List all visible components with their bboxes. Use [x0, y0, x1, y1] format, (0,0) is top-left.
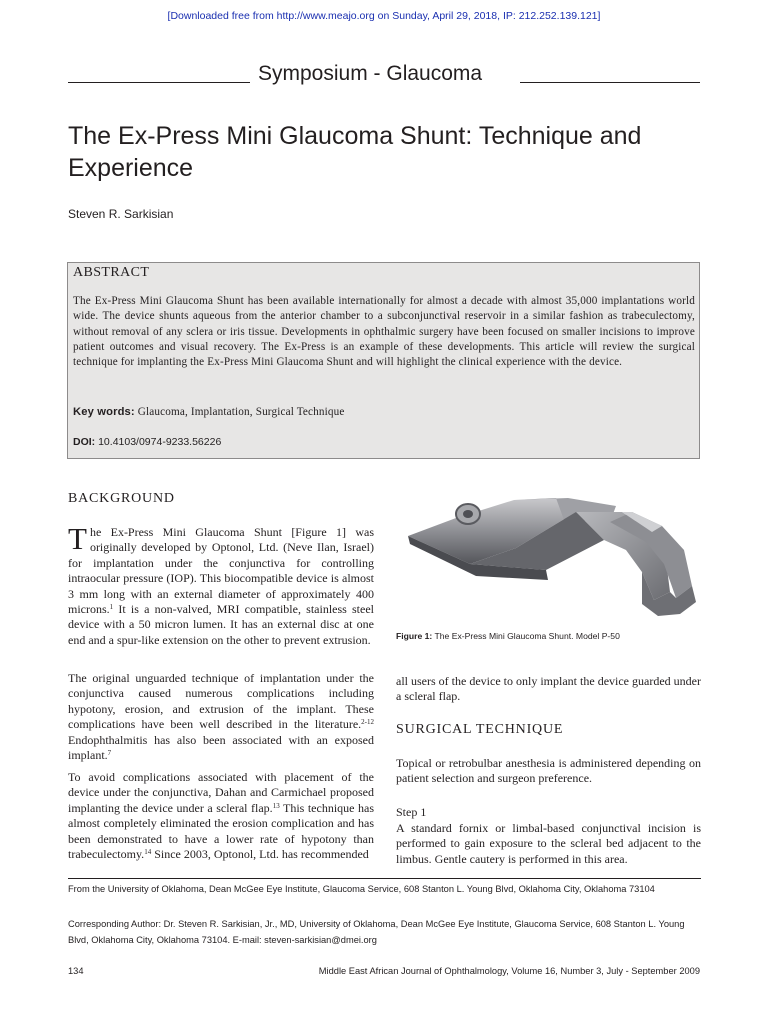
figure-1-image [396, 492, 701, 627]
background-heading: BACKGROUND [68, 491, 175, 506]
header-rule-left [68, 82, 250, 83]
figure-label: Figure 1: [396, 631, 433, 641]
figure-caption-text: The Ex-Press Mini Glaucoma Shunt. Model P-50 [434, 631, 620, 641]
citation: 1 [109, 603, 114, 612]
author-name: Steven R. Sarkisian [68, 207, 174, 221]
doi-label: DOI: [73, 436, 96, 448]
article-title: The Ex-Press Mini Glaucoma Shunt: Technique and Experience [68, 122, 642, 182]
abstract-heading: ABSTRACT [73, 265, 150, 280]
doi-value: 10.4103/0974-9233.56226 [98, 436, 222, 448]
p3-text-c: Since 2003, Optonol, Ltd. has recommended [151, 847, 369, 862]
drop-cap: T [68, 521, 87, 556]
header-rule-right [520, 82, 700, 83]
abstract-text: The Ex-Press Mini Glaucoma Shunt has been available internationally for almost a decade with almost 35,000 implantations world wide. The device shunts aqueous from the anterior chamber to a subconjunctival reservoir in a similar fashion as trabeculectomy, without removal of any sclera or iris tissue. Developments in ophthalmic surgery have been focused on smaller incisions to improve patient outcomes and visual recovery. The Ex-Press is an example of these developments. This article will review the surgical technique for implanting the Ex-Press Mini Glaucoma Shunt and will highlight the clinical experience with the device. [73, 295, 695, 369]
step-1-label: Step 1 [396, 805, 427, 819]
p1-text-a: he Ex-Press Mini Glaucoma Shunt [Figure 1] was originally developed by Optonol, Ltd. (Neve Ilan, Israel) for implantation under the conjunctiva for controlling intraocular pressure (IOP). This biocompatible device is almost 3 mm long with an external diameter of approximately 400 microns. [68, 525, 374, 617]
keywords [73, 406, 345, 418]
citation: 14 [144, 848, 152, 857]
keywords-value: Glaucoma, Implantation, Surgical Technique [137, 406, 345, 418]
p1-text-b: It is a non-valved, MRI compatible, stainless steel device with a 50 micron lumen. It has an external disc at one end and a spur-like extension on the other to prevent extrusion. [68, 602, 374, 647]
background-paragraph-2 [68, 671, 374, 763]
surgical-technique-heading: SURGICAL TECHNIQUE [396, 722, 564, 737]
figure-caption [396, 631, 620, 641]
surgical-paragraph-1: Topical or retrobulbar anesthesia is administered depending on patient selection and surgeon preference. [396, 756, 701, 786]
p3-text-b: This technique has almost completely eliminated the erosion complication and has been demonstrated to have a lower rate of hypotony than trabeculectomy. [68, 800, 374, 862]
footer-rule [68, 878, 701, 879]
citation: 13 [272, 801, 280, 810]
step-1-text: A standard fornix or limbal-based conjunctival incision is performed to gain exposure to the scleral bed adjacent to the limbus. Gentle cautery is performed in this area. [396, 821, 701, 866]
background-paragraph-1 [68, 521, 374, 648]
corresponding-author-label: Corresponding Author: [68, 919, 162, 929]
author-affiliation: From the University of Oklahoma, Dean McGee Eye Institute, Glaucoma Service, 608 Stanton L. Young Blvd, Oklahoma City, Oklahoma 73104 [68, 884, 655, 894]
p2-text-a: The original unguarded technique of implantation under the conjunctiva caused numerous complications including hypotony, erosion, and extrusion of the implant. These complications have been well described in the literature. [68, 671, 374, 732]
background-paragraph-3 [68, 770, 374, 862]
doi [73, 436, 221, 448]
section-label: Symposium - Glaucoma [258, 62, 483, 85]
shunt-device-illustration [396, 492, 701, 627]
p2-text-b: Endophthalmitis has also been associated with an exposed implant. [68, 732, 374, 763]
abstract-box [67, 262, 700, 459]
p3-text-a: To avoid complications associated with placement of the device under the conjunctiva, Dahan and Carmichael proposed implanting the device under a scleral flap. [68, 770, 374, 815]
background-paragraph-4: all users of the device to only implant the device guarded under a scleral flap. [396, 674, 701, 704]
corresponding-author [68, 917, 701, 948]
citation: 2-12 [361, 718, 374, 727]
citation: 7 [107, 749, 112, 758]
keywords-label: Key words: [73, 406, 135, 418]
corresponding-author-text: Dr. Steven R. Sarkisian, Jr., MD, University of Oklahoma, Dean McGee Eye Institute, Glaucoma Service, 608 Stanton L. Young Blvd, Oklahoma City, Oklahoma 73104. E-mail: steven-sarkisian@dmei.org [68, 919, 685, 945]
download-notice: [Downloaded free from http://www.meajo.org on Sunday, April 29, 2018, IP: 212.252.139.121] [167, 10, 601, 22]
journal-citation: Middle East African Journal of Ophthalmology, Volume 16, Number 3, July - September 2009 [318, 966, 700, 976]
page-number: 134 [68, 966, 84, 976]
